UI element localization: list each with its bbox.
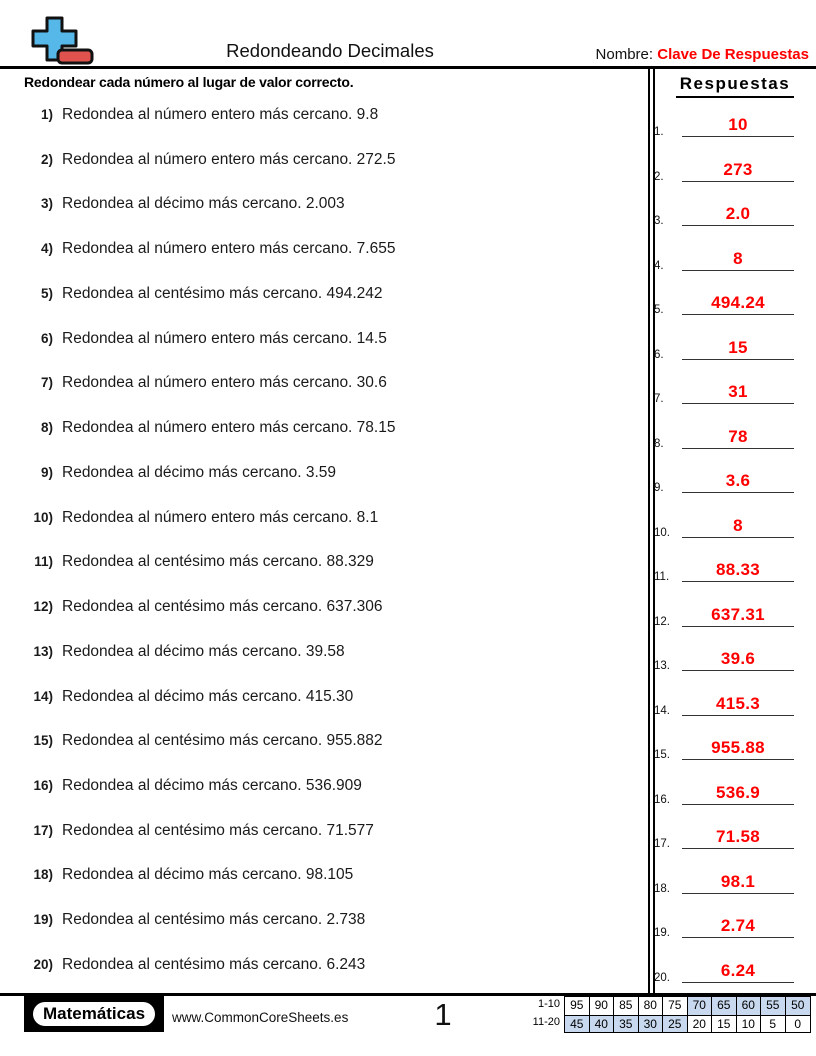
answer-number: 4. [654, 259, 664, 272]
question-row [20, 822, 635, 840]
question-text: Redondea al número entero más cercano. 78.15 [62, 419, 396, 437]
question-number: 12) [33, 599, 53, 615]
answer-value: 6.24 [720, 960, 756, 980]
question-row [20, 598, 635, 616]
header-rule [0, 66, 816, 69]
answer-value: 2.0 [725, 204, 751, 224]
question-row [20, 553, 635, 571]
answer-number: 19. [654, 927, 670, 940]
question-text: Redondea al número entero más cercano. 272.5 [62, 150, 396, 168]
question-text: Redondea al décimo más cercano. 536.909 [62, 777, 362, 795]
answer-line [682, 448, 794, 449]
answer-line [682, 670, 794, 671]
answer-item [654, 958, 796, 984]
answer-item [654, 735, 796, 761]
answer-value: 88.33 [715, 560, 761, 580]
answer-number: 9. [654, 482, 664, 495]
question-number: 8) [40, 420, 53, 436]
question-row [20, 195, 635, 213]
answer-value: 8 [733, 515, 743, 535]
question-number: 11) [34, 554, 53, 570]
question-number: 2) [40, 151, 53, 167]
answer-value: 3.6 [725, 471, 751, 491]
score-grid-cells [564, 996, 811, 1033]
answer-value: 10 [728, 115, 748, 134]
answer-item [654, 780, 796, 806]
question-number: 18) [33, 867, 53, 883]
question-number: 16) [33, 778, 53, 794]
instruction-text: Redondear cada número al lugar de valor correcto. [24, 74, 354, 90]
score-cell: 65 [712, 997, 737, 1015]
brand-name: Matemáticas [33, 1002, 155, 1026]
score-cell: 30 [639, 1015, 664, 1033]
question-row [20, 374, 635, 392]
name-row [596, 46, 809, 63]
answer-number: 12. [654, 615, 670, 628]
question-text: Redondea al número entero más cercano. 9.8 [62, 106, 379, 123]
answer-line [682, 937, 794, 938]
score-cell: 5 [761, 1015, 786, 1033]
question-number: 15) [33, 733, 53, 749]
score-cell: 60 [737, 997, 762, 1015]
answer-number: 17. [654, 838, 670, 851]
answer-number: 2. [654, 170, 664, 183]
answer-item [654, 557, 796, 583]
answer-number: 1. [654, 126, 664, 138]
question-text: Redondea al centésimo más cercano. 6.243 [62, 955, 366, 973]
question-text: Redondea al décimo más cercano. 3.59 [62, 463, 336, 481]
answer-number: 20. [654, 971, 670, 984]
answer-item [654, 157, 796, 183]
question-number: 10) [33, 509, 53, 525]
question-number: 1) [40, 107, 53, 122]
question-row [20, 464, 635, 482]
score-grid-row [565, 1015, 810, 1033]
score-cell: 0 [786, 1015, 811, 1033]
answer-line [682, 715, 794, 716]
answer-line [682, 848, 794, 849]
answer-item [654, 468, 796, 494]
question-number: 20) [33, 956, 53, 972]
question-text: Redondea al número entero más cercano. 30.6 [62, 374, 387, 392]
answer-value: 8 [733, 248, 743, 268]
answer-line [682, 359, 794, 360]
score-cell: 90 [590, 997, 615, 1015]
answer-number: 16. [654, 793, 670, 806]
question-text: Redondea al número entero más cercano. 7.655 [62, 240, 396, 258]
question-row [20, 911, 635, 929]
question-row [20, 419, 635, 437]
answer-number: 5. [654, 304, 664, 317]
question-number: 7) [40, 375, 53, 391]
name-label: Nombre: [595, 46, 654, 63]
answer-item [654, 691, 796, 717]
answer-value: 494.24 [711, 293, 765, 313]
question-text: Redondea al centésimo más cercano. 955.882 [62, 732, 383, 750]
answer-line [682, 893, 794, 894]
answer-number: 11. [654, 571, 670, 584]
answer-key-label: Clave De Respuestas [657, 46, 809, 63]
answer-value: 273 [723, 159, 753, 179]
question-number: 13) [33, 643, 53, 659]
answer-value: 98.1 [720, 871, 756, 891]
score-grid-row [565, 997, 810, 1015]
question-row [20, 285, 635, 303]
page-title: Redondeando Decimales [226, 40, 434, 61]
question-number: 4) [40, 241, 53, 257]
answer-item [654, 335, 796, 361]
score-grid-row2-label: 11-20 [532, 1015, 560, 1028]
answer-line [682, 136, 794, 137]
answer-item [654, 290, 796, 316]
question-row [20, 240, 635, 258]
question-text: Redondea al décimo más cercano. 415.30 [62, 687, 354, 705]
question-row [20, 106, 635, 124]
question-text: Redondea al décimo más cercano. 39.58 [62, 642, 345, 660]
answer-value: 415.3 [715, 693, 761, 713]
score-cell: 50 [786, 997, 811, 1015]
question-row [20, 509, 635, 527]
answer-line [682, 181, 794, 182]
answer-line [682, 581, 794, 582]
score-cell: 55 [761, 997, 786, 1015]
question-number: 17) [33, 822, 53, 838]
question-row [20, 643, 635, 661]
answer-number: 15. [654, 749, 670, 762]
answer-number: 14. [654, 704, 670, 717]
question-text: Redondea al centésimo más cercano. 88.329 [62, 553, 374, 571]
answer-number: 3. [654, 215, 664, 228]
score-cell: 20 [688, 1015, 713, 1033]
answer-value: 31 [728, 382, 748, 402]
score-cell: 75 [663, 997, 688, 1015]
website-url: www.CommonCoreSheets.es [172, 1010, 349, 1025]
answer-value: 2.74 [720, 916, 756, 936]
answer-line [682, 225, 794, 226]
answer-number: 8. [654, 437, 664, 450]
answer-item [654, 246, 796, 272]
answer-line [682, 537, 794, 538]
answer-value: 637.31 [711, 604, 765, 624]
score-cell: 35 [614, 1015, 639, 1033]
brand-logo [24, 996, 164, 1032]
answer-line [682, 403, 794, 404]
answer-item [654, 112, 796, 138]
answer-line [682, 492, 794, 493]
answer-item [654, 513, 796, 539]
answer-value: 78 [728, 426, 748, 446]
answer-item [654, 824, 796, 850]
question-row [20, 866, 635, 884]
question-text: Redondea al centésimo más cercano. 637.306 [62, 598, 383, 616]
question-row [20, 330, 635, 348]
answer-item [654, 379, 796, 405]
answer-item [654, 201, 796, 227]
score-grid-row1-label: 1-10 [537, 998, 560, 1010]
answer-value: 536.9 [715, 782, 761, 802]
question-text: Redondea al centésimo más cercano. 71.577 [62, 821, 374, 839]
answer-item [654, 869, 796, 895]
score-cell: 15 [712, 1015, 737, 1033]
question-text: Redondea al número entero más cercano. 14.5 [62, 329, 387, 347]
question-number: 6) [40, 330, 53, 346]
page-number: 1 [434, 997, 452, 1032]
question-number: 5) [40, 285, 53, 301]
answer-number: 18. [654, 882, 670, 895]
answer-line [682, 314, 794, 315]
question-text: Redondea al décimo más cercano. 98.105 [62, 866, 354, 884]
answer-value: 71.58 [715, 827, 761, 847]
answer-line [682, 804, 794, 805]
answer-value: 955.88 [711, 738, 765, 758]
question-text: Redondea al número entero más cercano. 8.1 [62, 508, 379, 526]
question-text: Redondea al décimo más cercano. 2.003 [62, 195, 345, 213]
answer-line [682, 982, 794, 983]
question-row [20, 777, 635, 795]
answer-value: 15 [728, 337, 748, 357]
questions-list [20, 106, 635, 974]
answers-list [654, 112, 796, 984]
answer-item [654, 646, 796, 672]
answer-line [682, 626, 794, 627]
score-cell: 85 [614, 997, 639, 1015]
question-text: Redondea al centésimo más cercano. 2.738 [62, 911, 366, 929]
score-grid [526, 996, 811, 1033]
score-cell: 45 [565, 1015, 590, 1033]
question-text: Redondea al centésimo más cercano. 494.242 [62, 284, 383, 302]
question-row [20, 956, 635, 974]
question-row [20, 151, 635, 169]
question-number: 9) [40, 464, 53, 480]
answer-line [682, 759, 794, 760]
answer-number: 7. [654, 393, 664, 406]
answer-number: 6. [654, 348, 664, 361]
answer-item [654, 602, 796, 628]
score-cell: 25 [663, 1015, 688, 1033]
question-row [20, 688, 635, 706]
question-number: 14) [33, 688, 53, 704]
score-cell: 70 [688, 997, 713, 1015]
answer-item [654, 424, 796, 450]
question-number: 19) [33, 912, 53, 928]
answer-number: 10. [654, 526, 670, 539]
question-row [20, 732, 635, 750]
score-cell: 40 [590, 1015, 615, 1033]
question-number: 3) [40, 196, 53, 212]
answers-panel-title: Respuestas [676, 74, 794, 98]
plus-minus-logo-icon [28, 16, 98, 71]
answer-line [682, 270, 794, 271]
answer-number: 13. [654, 660, 670, 673]
answer-value: 39.6 [720, 649, 756, 669]
score-cell: 80 [639, 997, 664, 1015]
score-cell: 95 [565, 997, 590, 1015]
answer-item [654, 913, 796, 939]
score-cell: 10 [737, 1015, 762, 1033]
